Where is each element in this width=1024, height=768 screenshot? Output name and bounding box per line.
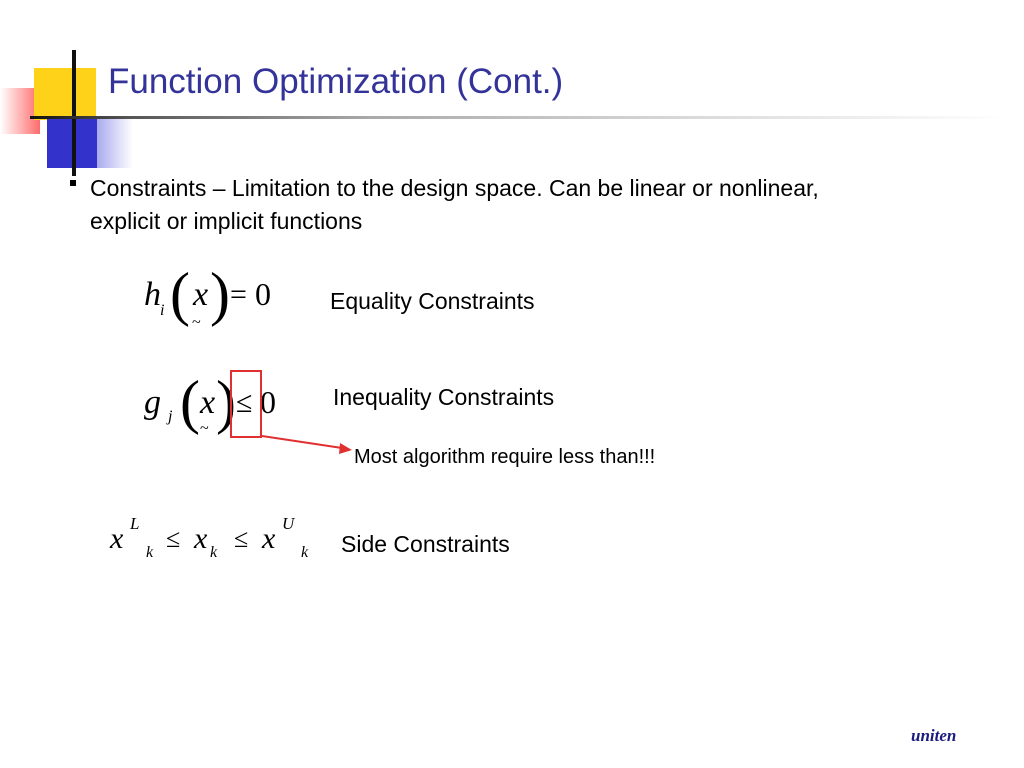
side-mid-sub: k	[210, 544, 218, 561]
eq-rhs: 0	[255, 276, 271, 312]
ineq-sub: j	[168, 408, 173, 425]
side-relation-2: ≤	[234, 524, 249, 553]
side-relation-1: ≤	[166, 524, 181, 553]
side-mid-var: x	[194, 522, 208, 555]
side-lower-sub: k	[146, 544, 154, 561]
bullet-text: Constraints – Limitation to the design space. Can be linear or nonlinear, explicit or implicit functions	[90, 175, 819, 234]
eq-open-paren: (	[170, 261, 190, 327]
side-lower-sup: L	[130, 514, 140, 533]
side-label: Side Constraints	[341, 531, 510, 557]
eq-close-paren: )	[210, 261, 230, 327]
ineq-relation: ≤	[236, 386, 253, 419]
eq-tilde: ~	[192, 314, 201, 331]
inequality-label: Inequality Constraints	[333, 384, 555, 410]
ineq-rhs: 0	[260, 384, 276, 420]
eq-var: x	[193, 276, 209, 313]
ineq-func: g	[144, 384, 161, 421]
ineq-tilde: ~	[200, 420, 209, 437]
eq-sub: i	[160, 302, 165, 319]
ineq-close-paren: )	[216, 369, 236, 435]
annotation-note: Most algorithm require less than!!!	[354, 446, 656, 468]
side-constraint-equation	[108, 512, 318, 568]
side-upper-sup: U	[282, 514, 295, 533]
eq-func: h	[144, 276, 161, 313]
slide-title: Function Optimization (Cont.)	[108, 62, 564, 101]
ineq-open-paren: (	[180, 369, 200, 435]
side-lower-var: x	[110, 522, 124, 555]
eq-relation: =	[230, 278, 247, 311]
equality-label: Equality Constraints	[330, 288, 535, 314]
ineq-var: x	[200, 384, 216, 421]
side-upper-var: x	[262, 522, 276, 555]
footer-logo-text: uniten	[911, 726, 957, 745]
side-upper-sub: k	[301, 544, 309, 561]
